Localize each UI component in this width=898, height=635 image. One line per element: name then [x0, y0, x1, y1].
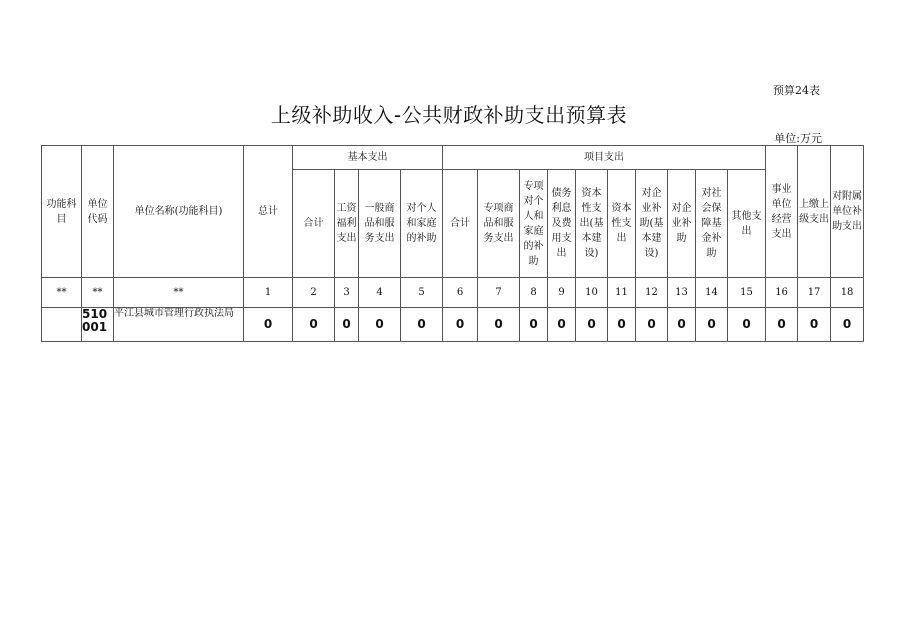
index-cell: **	[114, 278, 244, 308]
header-project-capital-build: 资本性支出(基本建设)	[576, 170, 608, 278]
header-project-sum: 合计	[443, 170, 478, 278]
budget-table	[41, 145, 864, 342]
header-project-social: 对社会保障基金补助	[696, 170, 728, 278]
header-basic-personal: 对个人和家庭的补助	[401, 170, 443, 278]
index-cell: 18	[831, 278, 864, 308]
index-cell: 9	[548, 278, 576, 308]
func-code-cell	[42, 308, 82, 342]
header-project-capital: 资本性支出	[608, 170, 636, 278]
value-cell: 0	[696, 308, 728, 342]
header-basic-sum: 合计	[293, 170, 335, 278]
value-cell: 0	[766, 308, 798, 342]
header-basic-goods: 一般商品和服务支出	[359, 170, 401, 278]
index-cell: 16	[766, 278, 798, 308]
header-subsidiary: 对附属单位补助支出	[831, 146, 864, 278]
index-cell: 4	[359, 278, 401, 308]
page-title: 上级补助收入-公共财政补助支出预算表	[270, 103, 628, 127]
index-cell: 11	[608, 278, 636, 308]
value-cell: 0	[831, 308, 864, 342]
index-cell: **	[82, 278, 114, 308]
value-cell: 0	[798, 308, 831, 342]
index-cell: 2	[293, 278, 335, 308]
header-project-enterprise-build: 对企业补助(基本建设)	[636, 170, 668, 278]
header-total: 总计	[244, 146, 293, 278]
value-cell: 0	[520, 308, 548, 342]
value-cell: 0	[668, 308, 696, 342]
index-cell: 12	[636, 278, 668, 308]
unit-name-cell: 平江县城市管理行政执法局	[114, 308, 244, 342]
table-number-label: 预算24表	[773, 84, 820, 97]
header-project-personal: 专项对个人和家庭的补助	[520, 170, 548, 278]
value-cell: 0	[293, 308, 335, 342]
header-project-other: 其他支出	[728, 170, 766, 278]
unit-label: 单位:万元	[774, 132, 822, 145]
header-basic-wage: 工资福利支出	[335, 170, 359, 278]
index-cell: 7	[478, 278, 520, 308]
value-cell: 0	[335, 308, 359, 342]
header-project-goods: 专项商品和服务支出	[478, 170, 520, 278]
index-cell: 13	[668, 278, 696, 308]
index-cell: 5	[401, 278, 443, 308]
value-cell: 0	[443, 308, 478, 342]
header-project-enterprise: 对企业补助	[668, 170, 696, 278]
index-cell: 3	[335, 278, 359, 308]
header-unit-name: 单位名称(功能科目)	[114, 146, 244, 278]
index-cell: 10	[576, 278, 608, 308]
index-cell: 8	[520, 278, 548, 308]
value-cell: 0	[608, 308, 636, 342]
table-row	[42, 308, 864, 342]
header-unit-code: 单位代码	[82, 146, 114, 278]
index-cell: 6	[443, 278, 478, 308]
value-cell: 0	[728, 308, 766, 342]
header-business-expense: 事业单位经营支出	[766, 146, 798, 278]
value-cell: 0	[359, 308, 401, 342]
unit-code-cell: 510001	[82, 308, 114, 342]
value-cell: 0	[401, 308, 443, 342]
value-cell: 0	[636, 308, 668, 342]
index-cell: 15	[728, 278, 766, 308]
group-basic-expenditure: 基本支出	[293, 146, 443, 170]
value-cell: 0	[576, 308, 608, 342]
value-cell: 0	[548, 308, 576, 342]
index-cell: **	[42, 278, 82, 308]
header-func-code: 功能科目	[42, 146, 82, 278]
index-cell: 1	[244, 278, 293, 308]
header-project-debt: 债务利息及费用支出	[548, 170, 576, 278]
header-upper-payment: 上缴上级支出	[798, 146, 831, 278]
group-project-expenditure: 项目支出	[443, 146, 766, 170]
value-cell: 0	[244, 308, 293, 342]
index-cell: 17	[798, 278, 831, 308]
value-cell: 0	[478, 308, 520, 342]
index-cell: 14	[696, 278, 728, 308]
column-index-row	[42, 278, 864, 308]
